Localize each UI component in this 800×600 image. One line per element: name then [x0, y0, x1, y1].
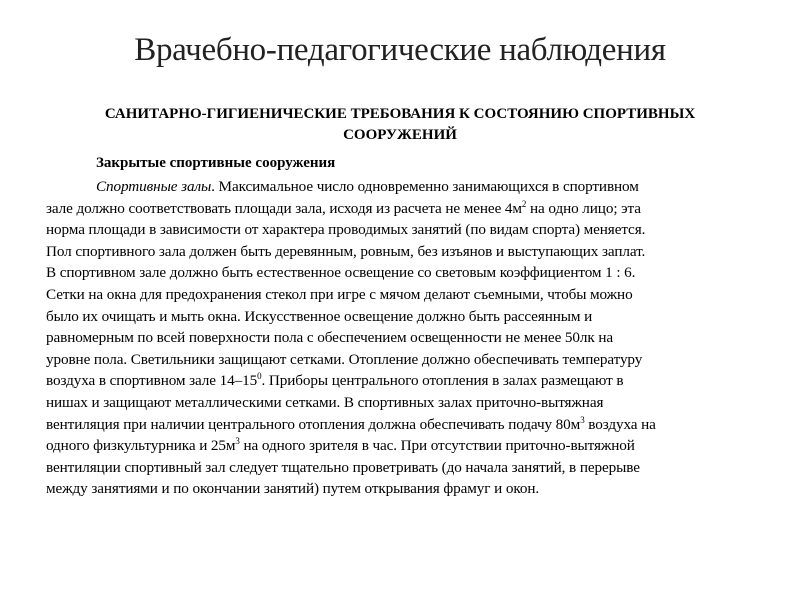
body-line-2	[46, 198, 778, 220]
body-line-6: Сетки на окна для предохранения стекол при игре с мячом делают съемными, чтобы можно	[46, 285, 633, 303]
body-line-2-text-b: на одно лицо; эта	[526, 199, 641, 217]
body-line-1-text: . Максимальное число одновременно занимающихся в спортивном	[211, 178, 639, 195]
body-line-12-superscript: 3	[580, 414, 585, 425]
body-line-13-text-a: одного физкультурника и 25м	[46, 437, 236, 455]
body-line-12	[46, 414, 778, 436]
body-line-10	[46, 370, 778, 392]
body-paragraph	[46, 176, 778, 500]
body-line-12-text-a: вентиляция при наличии центрального отопления должна обеспечивать подачу 80м	[46, 415, 581, 433]
body-line-14: вентиляции спортивный зал следует тщательно проветривать (до начала занятий, в перерыве	[46, 458, 640, 476]
body-line-2-superscript: 2	[521, 198, 527, 209]
section-heading-line-1: САНИТАРНО-ГИГИЕНИЧЕСКИЕ ТРЕБОВАНИЯ К СОСТОЯНИЮ СПОРТИВНЫХ	[104, 106, 696, 122]
body-line-10-text-a: воздуха в спортивном зале 14–15	[46, 372, 258, 390]
body-line-7: было их очищать и мыть окна. Искусственное освещение должно быть рассеянным и	[46, 307, 593, 325]
body-line-13-superscript: 3	[235, 436, 240, 447]
body-line-13	[46, 435, 778, 457]
section-heading-line-2: СООРУЖЕНИЙ	[343, 127, 457, 143]
body-line-12-text-b: воздуха на	[584, 415, 656, 433]
body-line-2-text-a: зале должно соответствовать площади зала, исходя из расчета не менее 4м	[46, 199, 522, 217]
body-line-11: нишах и защищают металлическими сетками. В спортивных залах приточно-вытяжная	[46, 393, 604, 411]
body-lead-term: Спортивные залы	[96, 178, 212, 195]
body-line-5: В спортивном зале должно быть естественное освещение со световым коэффициентом 1 : 6.	[46, 264, 636, 282]
body-line-15: между занятиями и по окончании занятий) путем открывания фрамуг и окон.	[46, 480, 540, 498]
slide-title: Врачебно-педагогические наблюдения	[134, 32, 666, 68]
body-line-10-text-b: . Приборы центрального отопления в залах размещают в	[261, 372, 624, 390]
body-line-3: норма площади в зависимости от характера проводимых занятий (по видам спорта) меняется.	[46, 221, 646, 239]
body-line-4: Пол спортивного зала должен быть деревянным, ровным, без изъянов и выступающих заплат.	[46, 242, 646, 260]
body-line-9: уровне пола. Светильники защищают сетками. Отопление должно обеспечивать температуру	[46, 350, 643, 368]
body-line-8: равномерным по всей поверхности пола с обеспечением освещенности не менее 50лк на	[46, 329, 614, 347]
section-heading	[40, 104, 760, 146]
body-line-10-superscript: 0	[257, 371, 262, 382]
body-line-1	[46, 176, 778, 198]
body-line-13-text-b: на одного зрителя в час. При отсутствии приточно-вытяжной	[239, 437, 635, 455]
subheading: Закрытые спортивные сооружения	[96, 155, 336, 171]
